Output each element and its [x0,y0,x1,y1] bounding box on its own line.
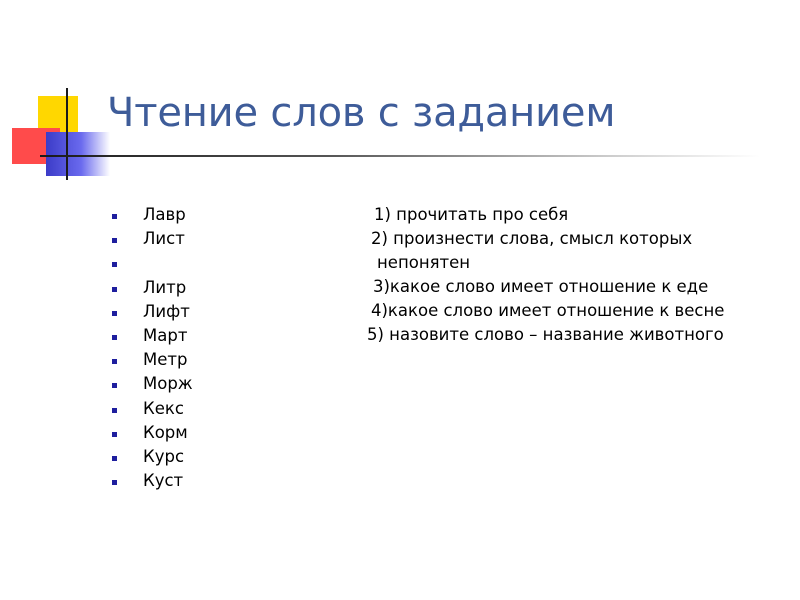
task-2-continuation: непонятен [377,253,471,272]
word-text: Кекс [143,398,184,418]
bullet-icon [112,456,117,461]
slide-title: Чтение слов с заданием [107,90,616,136]
bullet-icon [112,408,117,413]
bullet-icon [112,335,117,340]
task-2: 2) произнести слова, смысл которых [371,229,693,248]
word-text: Корм [143,422,188,442]
task-4: 4)какое слово имеет отношение к весне [371,301,725,320]
bullet-icon [112,480,117,485]
bullet-icon [112,262,117,267]
task-1: 1) прочитать про себя [374,205,569,224]
word-text: Лавр [143,205,186,224]
bullet-icon [112,238,117,243]
bullet-icon [112,432,117,437]
bullet-icon [112,359,117,364]
title-underline [40,155,760,157]
task-5: 5) назовите слово – название животного [367,325,724,344]
word-text: Метр [143,350,188,370]
decor-vertical-line [66,88,68,180]
word-text: Литр [143,277,187,297]
word-text: Морж [143,374,193,394]
word-text: Куст [143,471,184,491]
word-text: Курс [143,446,185,466]
task-3: 3)какое слово имеет отношение к еде [373,277,709,296]
word-text: Лифт [143,301,190,321]
bullet-icon [112,311,117,316]
bullet-icon [112,214,117,219]
bullet-icon [112,383,117,388]
bullet-icon [112,287,117,292]
word-text: Март [143,325,188,345]
decor-blue-square [46,132,110,176]
word-text: Лист [143,229,185,249]
